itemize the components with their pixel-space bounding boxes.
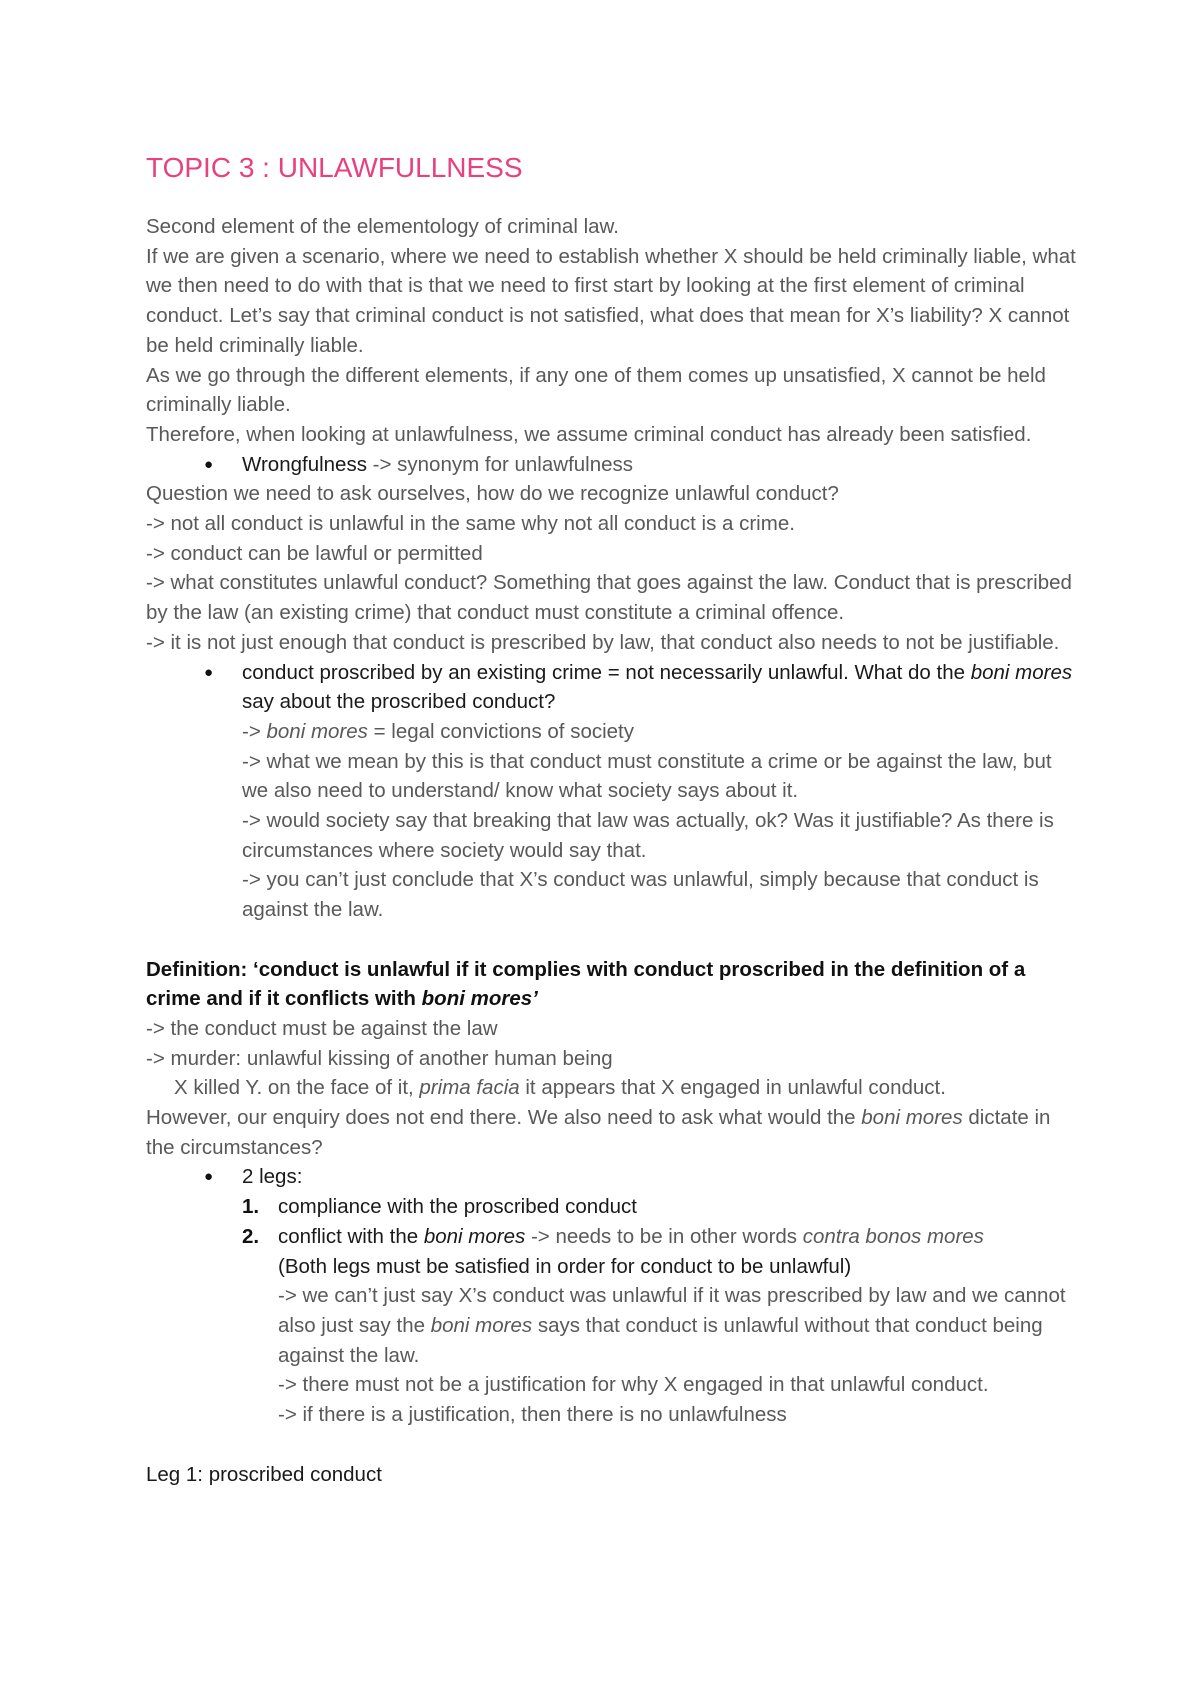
leg-item <box>146 1192 1076 1222</box>
leg-number: 2. <box>242 1224 260 1248</box>
bullet-term: Wrongfulness <box>242 452 367 476</box>
definition <box>146 955 1076 1014</box>
leg-text: conflict with the <box>278 1224 424 1248</box>
leg-italic: boni mores <box>423 1224 526 1248</box>
text-line <box>146 1073 1076 1103</box>
subline-italic: boni mores <box>266 719 368 743</box>
intro-paragraph: As we go through the different elements, if any one of them comes up unsatisfied, X cannot be held criminally liable. <box>146 363 1046 417</box>
text-line: Question we need to ask ourselves, how do we recognize unlawful conduct? <box>146 482 839 506</box>
bullet-heading-text: conduct proscribed by an existing crime = not necessarily unlawful. What do the <box>242 660 971 684</box>
leg-subtext: -> we can’t just say X’s conduct was unlawful if it was prescribed by law and we cannot also just say the <box>278 1284 1066 1337</box>
text-line: -> the conduct must be against the law <box>146 1016 498 1040</box>
leg-subline <box>278 1281 1076 1370</box>
legs-list <box>146 1192 1076 1430</box>
leg-subline: -> if there is a justification, then there is no unlawfulness <box>278 1403 787 1427</box>
spacer <box>146 925 1076 955</box>
spacer <box>146 1430 1076 1460</box>
bullet-subline: -> what we mean by this is that conduct must constitute a crime or be against the law, but we also need to understand/ know what society says about it. <box>242 749 1052 803</box>
intro-paragraph: If we are given a scenario, where we need to establish whether X should be held criminally liable, what we then need to do with that is that we need to first start by looking at the first element of criminal conduct. Let’s say that criminal conduct is not satisfied, what does that mean for X’s liability? X cannot be held criminally liable. <box>146 244 1076 357</box>
text-paragraph: -> what constitutes unlawful conduct? Something that goes against the law. Conduct that is prescribed by the law (an existing crime) that conduct must constitute a criminal offence. <box>146 571 1072 625</box>
page-title: TOPIC 3 : UNLAWFULLNESS <box>146 152 523 183</box>
bullet-heading <box>242 658 1076 717</box>
section-heading: Leg 1: proscribed conduct <box>146 1462 382 1486</box>
leg-text: compliance with the proscribed conduct <box>278 1195 637 1219</box>
bullet-subline: -> would society say that breaking that law was actually, ok? Was it justifiable? As there is circumstances where society would say that. <box>242 809 1054 862</box>
text-span: X killed Y. on the face of it, <box>174 1076 420 1100</box>
leg-number: 1. <box>242 1195 260 1219</box>
text-span: dictate in the circumstances? <box>146 1106 1051 1159</box>
definition-italic: boni mores’ <box>421 987 538 1011</box>
leg-subtext: says that conduct is unlawful without that conduct being against the law. <box>278 1314 1043 1367</box>
text-paragraph <box>146 1103 1076 1162</box>
intro-line: Second element of the elementology of criminal law. <box>146 215 619 238</box>
bullet-list <box>146 1162 1076 1192</box>
text-line: -> not all conduct is unlawful in the same why not all conduct is a crime. <box>146 512 795 536</box>
subline-text: -> <box>242 719 267 743</box>
bullet-heading-italic: boni mores <box>970 660 1073 684</box>
bullet-wrongfulness <box>146 450 1076 480</box>
subline-text: = legal convictions of society <box>367 719 634 743</box>
leg-subitalic: boni mores <box>430 1314 533 1337</box>
bullet-two-legs: ● 2 legs: <box>146 1162 1076 1192</box>
bullet-heading-text: say about the proscribed conduct? <box>242 690 556 714</box>
leg-text: -> needs to be in other words <box>525 1224 803 1248</box>
leg-note: (Both legs must be satisfied in order for conduct to be unlawful) <box>278 1254 852 1278</box>
bullet-list <box>146 658 1076 925</box>
italic-term: prima facia <box>419 1076 520 1100</box>
bullet-subline <box>242 717 1076 747</box>
text-line: -> conduct can be lawful or permitted <box>146 541 483 565</box>
text-line: -> murder: unlawful kissing of another human being <box>146 1046 613 1070</box>
text-span: it appears that X engaged in unlawful conduct. <box>519 1076 946 1100</box>
bullet-list <box>146 450 1076 480</box>
leg-line <box>278 1222 1076 1252</box>
intro-paragraph: Therefore, when looking at unlawfulness, we assume criminal conduct has already been satisfied. <box>146 422 1032 446</box>
bullet-subline: -> you can’t just conclude that X’s conduct was unlawful, simply because that conduct is against the law. <box>242 868 1039 922</box>
bullet-proscribed-conduct <box>146 658 1076 925</box>
text-span: However, our enquiry does not end there. We also need to ask what would the <box>146 1106 862 1130</box>
text-paragraph: -> it is not just enough that conduct is prescribed by law, that conduct also needs to not be justifiable. <box>146 630 1060 654</box>
definition-text: Definition: ‘conduct is unlawful if it complies with conduct proscribed in the definition of a crime and if it conflicts with <box>146 957 1026 1011</box>
leg-item <box>146 1222 1076 1430</box>
bullet-text: -> synonym for unlawfulness <box>366 452 634 476</box>
italic-term: boni mores <box>861 1106 963 1130</box>
leg-subline: -> there must not be a justification for why X engaged in that unlawful conduct. <box>278 1373 989 1397</box>
document-page <box>146 150 1076 1489</box>
leg-italic: contra bonos mores <box>802 1224 984 1248</box>
